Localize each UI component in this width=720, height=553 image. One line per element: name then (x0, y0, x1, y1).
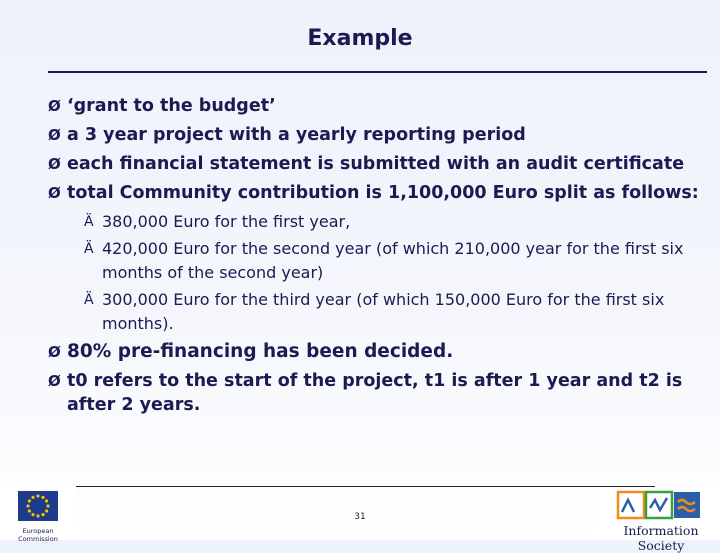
bullet-text: 80% pre-financing has been decided. (67, 341, 454, 362)
bullet-item (48, 369, 708, 417)
bullet-item (48, 181, 708, 205)
arrow-bullet-icon: Ø (48, 184, 61, 202)
arrow-bullet-icon: Ø (48, 97, 61, 115)
arrow-bullet-icon: Ø (48, 155, 61, 173)
sub-bullet-item (84, 288, 708, 336)
sub-bullet-icon: Ä (84, 292, 94, 308)
bullet-item (48, 152, 708, 176)
logo-caption: European Commission (18, 527, 58, 543)
bullet-item (48, 123, 708, 147)
slide-title: Example (307, 26, 413, 51)
title-divider (48, 71, 707, 73)
sub-bullet-text: 300,000 Euro for the third year (of which 150,000 Euro for the first six months). (102, 290, 665, 333)
footer-divider (75, 486, 655, 487)
arrow-bullet-icon: Ø (48, 343, 61, 361)
bullet-text: total Community contribution is 1,100,000 Euro split as follows: (67, 183, 699, 203)
bullet-list (48, 94, 708, 422)
sub-bullet-text: 380,000 Euro for the first year, (102, 212, 351, 231)
sub-bullet-text: 420,000 Euro for the second year (of which 210,000 year for the first six months of the second year) (102, 239, 684, 282)
sub-bullet-list (84, 210, 708, 336)
logo-caption: Information Society (623, 523, 699, 553)
sub-bullet-icon: Ä (84, 214, 94, 230)
bullet-text: ‘grant to the budget’ (67, 96, 276, 116)
information-society-logo (598, 488, 720, 553)
sub-bullet-icon: Ä (84, 241, 94, 257)
bullet-text: t0 refers to the start of the project, t1 is after 1 year and t2 is after 2 years. (67, 371, 683, 415)
sub-bullet-item (84, 210, 708, 234)
sub-bullet-item (84, 237, 708, 285)
bullet-text: each financial statement is submitted with an audit certificate (67, 154, 685, 174)
arrow-bullet-icon: Ø (48, 126, 61, 144)
eu-flag-icon (0, 485, 76, 527)
page-number: 31 (354, 512, 366, 522)
bullet-text: a 3 year project with a yearly reporting period (67, 125, 526, 145)
bullet-item (48, 340, 708, 364)
european-commission-logo (0, 485, 76, 543)
bullet-item (48, 94, 708, 118)
information-society-icon (598, 488, 720, 522)
arrow-bullet-icon: Ø (48, 372, 61, 390)
